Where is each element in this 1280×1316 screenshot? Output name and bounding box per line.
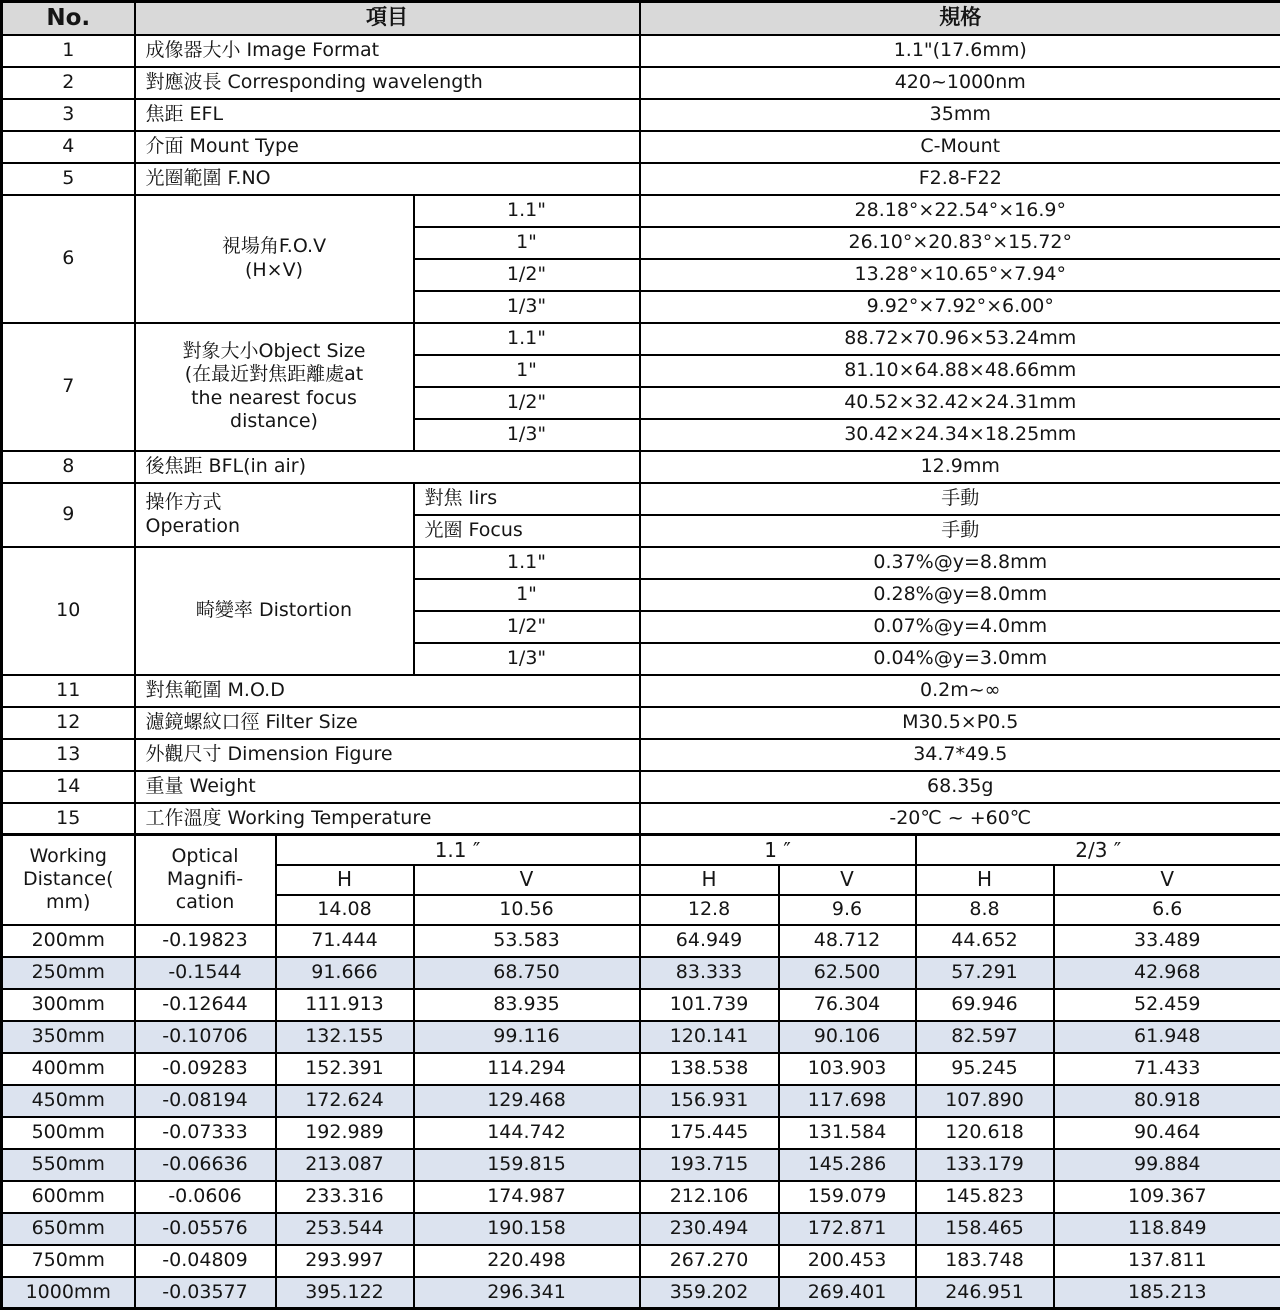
- fov-value: 61.948: [1054, 1021, 1280, 1053]
- magnification: -0.1544: [135, 957, 276, 989]
- spec-value: F2.8-F22: [640, 163, 1280, 195]
- fov-value: 253.544: [276, 1213, 414, 1245]
- fov-value: 156.931: [640, 1085, 779, 1117]
- fov-value: 33.489: [1054, 925, 1280, 957]
- sensor-h-value: 14.08: [276, 895, 414, 925]
- fov-value: 359.202: [640, 1277, 779, 1309]
- spec-value: 1.1"(17.6mm): [640, 35, 1280, 67]
- fov-value: 144.742: [414, 1117, 640, 1149]
- fov-value: 159.079: [779, 1181, 916, 1213]
- fov-value: 76.304: [779, 989, 916, 1021]
- fov-value: 101.739: [640, 989, 779, 1021]
- row-number: 11: [2, 675, 135, 707]
- item-label: 介面 Mount Type: [135, 131, 640, 163]
- row-number: 7: [2, 323, 135, 451]
- fov-value: 220.498: [414, 1245, 640, 1277]
- working-distance: 350mm: [2, 1021, 135, 1053]
- fov-value: 120.141: [640, 1021, 779, 1053]
- fov-value: 99.116: [414, 1021, 640, 1053]
- working-distance-table: [0, 833, 1280, 1310]
- fov-value: 57.291: [916, 957, 1054, 989]
- row-number: 3: [2, 99, 135, 131]
- fov-value: 159.815: [414, 1149, 640, 1181]
- item-label: 重量 Weight: [135, 771, 640, 803]
- spec-row-1: [2, 35, 1280, 67]
- fov-value: 95.245: [916, 1053, 1054, 1085]
- sensor-size-label: 1/2": [414, 259, 640, 291]
- fov-value: 233.316: [276, 1181, 414, 1213]
- fov-value: 172.871: [779, 1213, 916, 1245]
- row-number: 1: [2, 35, 135, 67]
- spec-row-15: [2, 803, 1280, 835]
- working-distance: 300mm: [2, 989, 135, 1021]
- spec-value: 0.2m~∞: [640, 675, 1280, 707]
- spec-row-7: [2, 323, 1280, 355]
- item-label: 焦距 EFL: [135, 99, 640, 131]
- magnification: -0.05576: [135, 1213, 276, 1245]
- working-distance: 250mm: [2, 957, 135, 989]
- fov-value: 82.597: [916, 1021, 1054, 1053]
- group-header-1-inch: 1 ″: [640, 835, 916, 865]
- sensor-size-label: 1/3": [414, 643, 640, 675]
- spec-row-11: [2, 675, 1280, 707]
- fov-value: 109.367: [1054, 1181, 1280, 1213]
- magnification: -0.07333: [135, 1117, 276, 1149]
- magnification: -0.19823: [135, 925, 276, 957]
- row-number: 2: [2, 67, 135, 99]
- sensor-v-value: 9.6: [779, 895, 916, 925]
- fov-value: 90.464: [1054, 1117, 1280, 1149]
- row-number: 6: [2, 195, 135, 323]
- sensor-size-label: 1/2": [414, 387, 640, 419]
- fov-value: 175.445: [640, 1117, 779, 1149]
- sensor-size-label: 1.1": [414, 195, 640, 227]
- item-label: 視場角F.O.V (H×V): [135, 195, 414, 323]
- spec-value: 40.52×32.42×24.31mm: [640, 387, 1280, 419]
- sensor-h-value: 8.8: [916, 895, 1054, 925]
- fov-value: 230.494: [640, 1213, 779, 1245]
- h-label: H: [276, 865, 414, 895]
- fov-value: 185.213: [1054, 1277, 1280, 1309]
- fov-value: 107.890: [916, 1085, 1054, 1117]
- wd-row-450: [2, 1085, 1280, 1117]
- fov-value: 99.884: [1054, 1149, 1280, 1181]
- sensor-size-label: 1": [414, 227, 640, 259]
- fov-value: 395.122: [276, 1277, 414, 1309]
- fov-value: 64.949: [640, 925, 779, 957]
- working-distance: 1000mm: [2, 1277, 135, 1309]
- spec-row-10: [2, 547, 1280, 579]
- sensor-size-label: 1.1": [414, 547, 640, 579]
- fov-value: 91.666: [276, 957, 414, 989]
- fov-value: 137.811: [1054, 1245, 1280, 1277]
- fov-value: 69.946: [916, 989, 1054, 1021]
- fov-value: 158.465: [916, 1213, 1054, 1245]
- wd-row-1000: [2, 1277, 1280, 1309]
- spec-value: 81.10×64.88×48.66mm: [640, 355, 1280, 387]
- sensor-v-value: 10.56: [414, 895, 640, 925]
- fov-value: 183.748: [916, 1245, 1054, 1277]
- col-header-working-distance: Working Distance( mm): [2, 835, 135, 925]
- spec-value: C-Mount: [640, 131, 1280, 163]
- item-label: 工作溫度 Working Temperature: [135, 803, 640, 835]
- sensor-size-label: 1/3": [414, 291, 640, 323]
- fov-value: 83.935: [414, 989, 640, 1021]
- fov-value: 246.951: [916, 1277, 1054, 1309]
- sensor-h-value: 12.8: [640, 895, 779, 925]
- row-number: 15: [2, 803, 135, 835]
- spec-row-9: [2, 483, 1280, 515]
- item-label: 濾鏡螺紋口徑 Filter Size: [135, 707, 640, 739]
- fov-value: 145.286: [779, 1149, 916, 1181]
- row-number: 8: [2, 451, 135, 483]
- col-header-no: No.: [2, 2, 135, 35]
- spec-value: 30.42×24.34×18.25mm: [640, 419, 1280, 451]
- sensor-size-label: 1": [414, 355, 640, 387]
- fov-value: 71.433: [1054, 1053, 1280, 1085]
- fov-value: 118.849: [1054, 1213, 1280, 1245]
- fov-value: 138.538: [640, 1053, 779, 1085]
- wd-row-400: [2, 1053, 1280, 1085]
- wd-row-300: [2, 989, 1280, 1021]
- wd-row-350: [2, 1021, 1280, 1053]
- fov-value: 117.698: [779, 1085, 916, 1117]
- fov-value: 267.270: [640, 1245, 779, 1277]
- spec-row-5: [2, 163, 1280, 195]
- spec-value: -20℃ ~ +60℃: [640, 803, 1280, 835]
- spec-value: 手動: [640, 515, 1280, 547]
- magnification: -0.0606: [135, 1181, 276, 1213]
- fov-value: 190.158: [414, 1213, 640, 1245]
- sensor-size-label: 1/3": [414, 419, 640, 451]
- fov-value: 71.444: [276, 925, 414, 957]
- magnification: -0.12644: [135, 989, 276, 1021]
- spec-value: 26.10°×20.83°×15.72°: [640, 227, 1280, 259]
- fov-value: 213.087: [276, 1149, 414, 1181]
- group-header-2-3-inch: 2/3 ″: [916, 835, 1280, 865]
- fov-value: 83.333: [640, 957, 779, 989]
- item-label: 外觀尺寸 Dimension Figure: [135, 739, 640, 771]
- spec-value: 28.18°×22.54°×16.9°: [640, 195, 1280, 227]
- spec-value: 9.92°×7.92°×6.00°: [640, 291, 1280, 323]
- row-number: 12: [2, 707, 135, 739]
- spec-value: 手動: [640, 483, 1280, 515]
- wd-header-row-groups: [2, 835, 1280, 865]
- spec-row-4: [2, 131, 1280, 163]
- working-distance: 200mm: [2, 925, 135, 957]
- fov-value: 131.584: [779, 1117, 916, 1149]
- v-label: V: [414, 865, 640, 895]
- fov-value: 145.823: [916, 1181, 1054, 1213]
- fov-value: 42.968: [1054, 957, 1280, 989]
- h-label: H: [916, 865, 1054, 895]
- wd-row-750: [2, 1245, 1280, 1277]
- item-label: 操作方式 Operation: [135, 483, 414, 547]
- spec-row-6: [2, 195, 1280, 227]
- item-label: 對焦範圍 M.O.D: [135, 675, 640, 707]
- spec-row-8: [2, 451, 1280, 483]
- fov-value: 152.391: [276, 1053, 414, 1085]
- fov-value: 269.401: [779, 1277, 916, 1309]
- fov-value: 174.987: [414, 1181, 640, 1213]
- item-label: 對象大小Object Size (在最近對焦距離處at the nearest focus distance): [135, 323, 414, 451]
- fov-value: 120.618: [916, 1117, 1054, 1149]
- fov-value: 114.294: [414, 1053, 640, 1085]
- fov-value: 129.468: [414, 1085, 640, 1117]
- h-label: H: [640, 865, 779, 895]
- fov-value: 293.997: [276, 1245, 414, 1277]
- spec-value: M30.5×P0.5: [640, 707, 1280, 739]
- operation-label: 對焦 Iirs: [414, 483, 640, 515]
- fov-value: 80.918: [1054, 1085, 1280, 1117]
- row-number: 5: [2, 163, 135, 195]
- spec-row-14: [2, 771, 1280, 803]
- spec-value: 12.9mm: [640, 451, 1280, 483]
- wd-row-650: [2, 1213, 1280, 1245]
- col-header-item: 項目: [135, 2, 640, 35]
- row-number: 13: [2, 739, 135, 771]
- sensor-size-label: 1/2": [414, 611, 640, 643]
- spec-row-2: [2, 67, 1280, 99]
- item-label: 光圈範圍 F.NO: [135, 163, 640, 195]
- fov-value: 111.913: [276, 989, 414, 1021]
- spec-value: 35mm: [640, 99, 1280, 131]
- spec-value: 0.28%@y=8.0mm: [640, 579, 1280, 611]
- working-distance: 600mm: [2, 1181, 135, 1213]
- magnification: -0.08194: [135, 1085, 276, 1117]
- item-label: 後焦距 BFL(in air): [135, 451, 640, 483]
- fov-value: 193.715: [640, 1149, 779, 1181]
- row-number: 10: [2, 547, 135, 675]
- wd-row-200: [2, 925, 1280, 957]
- group-header-1-1-inch: 1.1 ″: [276, 835, 640, 865]
- wd-row-600: [2, 1181, 1280, 1213]
- working-distance: 500mm: [2, 1117, 135, 1149]
- fov-value: 132.155: [276, 1021, 414, 1053]
- fov-value: 212.106: [640, 1181, 779, 1213]
- fov-value: 53.583: [414, 925, 640, 957]
- working-distance: 450mm: [2, 1085, 135, 1117]
- col-header-spec: 規格: [640, 2, 1280, 35]
- wd-row-250: [2, 957, 1280, 989]
- working-distance: 400mm: [2, 1053, 135, 1085]
- fov-value: 192.989: [276, 1117, 414, 1149]
- spec-value: 68.35g: [640, 771, 1280, 803]
- row-number: 9: [2, 483, 135, 547]
- fov-value: 48.712: [779, 925, 916, 957]
- fov-value: 103.903: [779, 1053, 916, 1085]
- fov-value: 296.341: [414, 1277, 640, 1309]
- wd-row-500: [2, 1117, 1280, 1149]
- spec-row-12: [2, 707, 1280, 739]
- working-distance: 750mm: [2, 1245, 135, 1277]
- spec-value: 0.37%@y=8.8mm: [640, 547, 1280, 579]
- col-header-optical-magnification: Optical Magnifi- cation: [135, 835, 276, 925]
- fov-value: 44.652: [916, 925, 1054, 957]
- fov-value: 133.179: [916, 1149, 1054, 1181]
- spec-row-13: [2, 739, 1280, 771]
- spec-value: 34.7*49.5: [640, 739, 1280, 771]
- row-number: 14: [2, 771, 135, 803]
- working-distance: 650mm: [2, 1213, 135, 1245]
- spec-value: 420~1000nm: [640, 67, 1280, 99]
- item-label: 成像器大小 Image Format: [135, 35, 640, 67]
- magnification: -0.06636: [135, 1149, 276, 1181]
- item-label: 畸變率 Distortion: [135, 547, 414, 675]
- magnification: -0.03577: [135, 1277, 276, 1309]
- wd-row-550: [2, 1149, 1280, 1181]
- magnification: -0.10706: [135, 1021, 276, 1053]
- fov-value: 90.106: [779, 1021, 916, 1053]
- v-label: V: [779, 865, 916, 895]
- magnification: -0.09283: [135, 1053, 276, 1085]
- operation-label: 光圈 Focus: [414, 515, 640, 547]
- fov-value: 62.500: [779, 957, 916, 989]
- item-label: 對應波長 Corresponding wavelength: [135, 67, 640, 99]
- v-label: V: [1054, 865, 1280, 895]
- fov-value: 52.459: [1054, 989, 1280, 1021]
- working-distance: 550mm: [2, 1149, 135, 1181]
- spec-header-row: [2, 2, 1280, 35]
- spec-row-3: [2, 99, 1280, 131]
- spec-value: 88.72×70.96×53.24mm: [640, 323, 1280, 355]
- sensor-v-value: 6.6: [1054, 895, 1280, 925]
- fov-value: 200.453: [779, 1245, 916, 1277]
- spec-value: 0.04%@y=3.0mm: [640, 643, 1280, 675]
- fov-value: 68.750: [414, 957, 640, 989]
- magnification: -0.04809: [135, 1245, 276, 1277]
- spec-value: 13.28°×10.65°×7.94°: [640, 259, 1280, 291]
- spec-value: 0.07%@y=4.0mm: [640, 611, 1280, 643]
- fov-value: 172.624: [276, 1085, 414, 1117]
- sensor-size-label: 1": [414, 579, 640, 611]
- row-number: 4: [2, 131, 135, 163]
- sensor-size-label: 1.1": [414, 323, 640, 355]
